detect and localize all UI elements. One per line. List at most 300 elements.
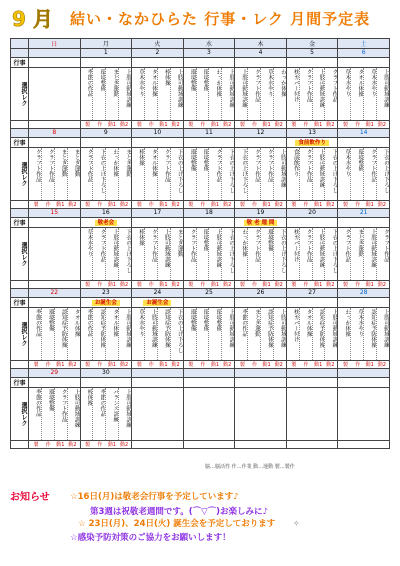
footer-tag: 動2	[274, 202, 283, 208]
select-rec-label: 選択レク	[11, 148, 29, 201]
activity-item: まとぎ運動	[176, 229, 183, 257]
activity-item: クラフト作品	[55, 388, 68, 440]
activity-list	[132, 68, 183, 120]
day-header: 土	[338, 39, 390, 49]
activity-item: 認知症予防体操	[158, 308, 171, 360]
activity-item: クラフト作品	[42, 148, 55, 200]
activity-item: 棒体操	[132, 228, 145, 280]
footer-tag: 製	[188, 282, 194, 288]
activity-item: 上肢可動域訓練	[228, 309, 235, 348]
event-tag: 食前飲作り	[295, 140, 329, 146]
footer-tag: 製	[291, 122, 297, 128]
event-tag: お誕生会	[92, 300, 120, 306]
event-cell	[80, 58, 132, 68]
event-cell	[235, 58, 287, 68]
footer-cell	[132, 201, 184, 209]
date-row-blank	[11, 129, 29, 138]
activity-item: 下衣の上げ下ろし	[279, 229, 286, 273]
activity-item: 下衣の上げ下ろし	[176, 309, 183, 353]
activity-cell	[29, 228, 81, 281]
title-month: 9 月	[12, 7, 53, 31]
activity-list	[235, 68, 286, 120]
activity-list	[184, 308, 235, 360]
date-cell	[338, 369, 390, 378]
activity-cell	[29, 308, 81, 361]
activity-item: わっか体操	[235, 228, 248, 280]
date-cell: 24	[132, 289, 184, 298]
footer-tag: 動2	[119, 122, 129, 128]
date-cell: 12	[235, 129, 287, 138]
event-label: 行事	[11, 58, 29, 68]
activity-cell	[235, 388, 287, 441]
footer-tag: 動2	[68, 442, 77, 448]
activity-item: 草木水やり	[81, 228, 94, 280]
activity-cell	[80, 68, 132, 121]
activity-list	[81, 68, 132, 120]
footer-cell	[132, 361, 184, 369]
footer-tag: 動2	[326, 282, 335, 288]
activity-item: 上肢可動域訓練	[279, 309, 286, 348]
event-cell	[286, 58, 338, 68]
footer-tag: 動2	[171, 122, 180, 128]
footer-tag: 動1	[159, 202, 168, 208]
activity-item: 草木水やり	[132, 308, 145, 360]
activity-item: 上肢可動域訓練	[313, 148, 326, 200]
activity-item: わっか体操	[209, 68, 222, 120]
activity-item: わっか体操	[338, 308, 351, 360]
footer-tag: 動1	[159, 362, 168, 368]
footer-blank	[11, 121, 29, 129]
footer-tag: 動2	[119, 202, 129, 208]
activity-item: 食前飲作り	[287, 148, 300, 200]
day-header: 月	[80, 39, 132, 49]
activity-item: クラフト作品	[248, 228, 261, 280]
activity-list	[184, 228, 235, 280]
footer-cell	[29, 121, 81, 129]
activity-item: 上肢可動域訓練	[125, 389, 132, 428]
activity-cell	[183, 228, 235, 281]
activity-item: 棒体操	[81, 388, 94, 440]
event-cell	[183, 138, 235, 148]
activity-list	[81, 228, 132, 280]
activity-cell	[132, 68, 184, 121]
activity-cell	[29, 388, 81, 441]
event-cell	[286, 218, 338, 228]
activity-item: 草木水やり	[338, 68, 351, 120]
event-cell	[235, 378, 287, 388]
footer-cell	[80, 121, 132, 129]
footer-tag: 製	[342, 282, 348, 288]
footer-blank	[11, 281, 29, 289]
footer-tag: 作	[97, 202, 103, 208]
event-cell	[80, 378, 132, 388]
activity-list	[338, 228, 389, 280]
footer-tag: 作	[45, 362, 51, 368]
activity-item: クラフト作品	[331, 69, 338, 102]
footer-tag: 動1	[107, 122, 116, 128]
day-header: 日	[29, 39, 81, 49]
notice-heading: お知らせ	[10, 492, 50, 503]
activity-list	[29, 148, 80, 200]
footer-cell	[286, 121, 338, 129]
footer-cell	[183, 121, 235, 129]
event-cell	[338, 138, 390, 148]
activity-list	[235, 228, 286, 280]
event-cell	[132, 138, 184, 148]
footer-tag: 動2	[119, 282, 129, 288]
date-cell: 26	[235, 289, 287, 298]
activity-cell	[183, 388, 235, 441]
event-cell	[132, 58, 184, 68]
activity-list	[235, 148, 286, 200]
activity-item: クラフト作品	[209, 148, 222, 200]
date-cell: 18	[183, 209, 235, 218]
date-cell: 27	[286, 289, 338, 298]
activity-item: 認知症予防体操	[313, 308, 326, 360]
activity-item: まとぎ運動	[55, 148, 68, 200]
footer-tag: 動1	[262, 282, 271, 288]
footer-tag: 作	[355, 362, 361, 368]
footer-tag: 動2	[223, 122, 232, 128]
footer-cell	[286, 441, 338, 449]
footer-tag: 製	[188, 202, 194, 208]
footer-tag: 製	[85, 442, 91, 448]
date-row-blank	[11, 369, 29, 378]
day-header: 水	[183, 39, 235, 49]
footer-tag: 製	[342, 122, 348, 128]
footer-tag: 動2	[68, 202, 77, 208]
activity-cell	[235, 228, 287, 281]
activity-cell	[338, 308, 390, 361]
footer-tag: 製	[85, 202, 91, 208]
activity-item: 上肢可動域訓練	[106, 228, 119, 280]
activity-item: 上肢可動域訓練	[158, 228, 171, 280]
activity-cell	[338, 68, 390, 121]
footer-cell	[338, 281, 390, 289]
date-row-blank	[11, 49, 29, 58]
footer-tag: 作	[97, 122, 103, 128]
activity-list	[338, 148, 389, 200]
select-rec-label: 選択レク	[11, 228, 29, 281]
activity-cell	[286, 228, 338, 281]
event-cell	[29, 298, 81, 308]
date-cell: 29	[29, 369, 81, 378]
footer-tag: 動1	[262, 362, 271, 368]
activity-cell	[80, 148, 132, 201]
activity-item: 上肢可動域訓練	[125, 309, 132, 348]
event-cell	[29, 218, 81, 228]
activity-cell	[338, 228, 390, 281]
activity-item: 環境整備	[209, 308, 222, 360]
event-cell	[183, 378, 235, 388]
activity-cell	[29, 68, 81, 121]
activity-item: 下衣の上げ下ろし	[228, 149, 235, 193]
activity-item: クラフト作品	[248, 148, 261, 200]
activity-item: クラフト作品	[261, 148, 274, 200]
activity-cell	[132, 308, 184, 361]
notice-line-2: 第3週は祝敬老週間です。(⌒▽⌒)お楽しみに♪	[90, 507, 268, 517]
footer-tag: 作	[251, 282, 257, 288]
activity-cell	[286, 148, 338, 201]
event-tag: 敬老会	[95, 220, 118, 226]
date-cell: 10	[132, 129, 184, 138]
footer-tag: 動2	[223, 282, 232, 288]
event-cell	[132, 378, 184, 388]
footer-tag: 作	[148, 282, 154, 288]
date-cell: 19	[235, 209, 287, 218]
activity-item: タオル体操	[300, 308, 313, 360]
activity-item: 環境整備	[184, 148, 197, 200]
footer-tag: 動1	[210, 362, 220, 368]
footer-tag: 動2	[274, 282, 283, 288]
activity-cell	[183, 68, 235, 121]
footer-cell	[286, 361, 338, 369]
activity-item: クラフト作品	[145, 228, 158, 280]
footer-cell	[235, 361, 287, 369]
activity-item: 上肢可動域訓練	[176, 69, 183, 108]
footer-cell	[80, 201, 132, 209]
footer-tag: 製	[33, 202, 39, 208]
footer-tag: 動1	[159, 122, 168, 128]
date-cell: 11	[183, 129, 235, 138]
activity-cell	[286, 68, 338, 121]
activity-item: わっか体操	[279, 69, 286, 97]
footer-cell	[80, 361, 132, 369]
activity-list	[184, 148, 235, 200]
activity-cell	[286, 308, 338, 361]
footer-tag: 作	[355, 202, 361, 208]
footer-tag: 製	[136, 282, 142, 288]
footer-tag: 動1	[210, 282, 220, 288]
activity-item: クラフト作品	[158, 148, 171, 200]
event-cell	[235, 298, 287, 308]
activity-item: 環境整備	[197, 68, 210, 120]
footer-tag: 動1	[365, 362, 374, 368]
footer-tag: 製	[188, 362, 194, 368]
activity-list	[338, 308, 389, 360]
footer-cell	[235, 281, 287, 289]
footer-tag: 製	[291, 282, 297, 288]
footer-tag: 動2	[171, 202, 180, 208]
activity-item: 下衣の上げ下ろし	[331, 229, 338, 273]
notice-line-1: ☆16日(月)は敬老会行事を予定しています♪	[70, 492, 239, 502]
footer-tag: 動2	[119, 362, 129, 368]
footer-tag: 作	[355, 122, 361, 128]
footer-tag: 動2	[377, 202, 386, 208]
activity-cell	[132, 388, 184, 441]
footer-tag: 動2	[223, 362, 232, 368]
footer-tag: 作	[148, 122, 154, 128]
activity-list	[132, 228, 183, 280]
date-cell: 28	[338, 289, 390, 298]
activity-item: クラフト作品	[184, 228, 197, 280]
activity-item: 下衣の上げ下ろし	[93, 148, 106, 200]
activity-item: 下衣の上げ下ろし	[235, 148, 248, 200]
footer-tag: 作	[200, 282, 206, 288]
footer-tag: 動2	[377, 282, 386, 288]
activity-item: バランス訓練	[106, 388, 119, 440]
activity-cell	[80, 308, 132, 361]
activity-list	[81, 148, 132, 200]
activity-item: 上肢可動域訓練	[383, 69, 389, 108]
footer-cell	[183, 201, 235, 209]
activity-item: 環境整備	[184, 68, 197, 120]
activity-item: 季節の作品	[235, 308, 248, 360]
date-cell: 21	[338, 209, 390, 218]
select-rec-label: 選択レク	[11, 308, 29, 361]
footer-tag: 動1	[314, 362, 323, 368]
activity-item: 下衣の上げ下ろし	[176, 149, 183, 193]
footer-tag: 動1	[365, 122, 374, 128]
activity-item: クラフト作品	[300, 68, 313, 120]
footer-tag: 動1	[365, 202, 374, 208]
date-cell: 1	[80, 49, 132, 58]
activity-item: 環境整備	[184, 308, 197, 360]
footer-cell	[132, 121, 184, 129]
activity-list	[132, 148, 183, 200]
notice-line-3: ☆ 23日(月)、24日(火) 誕生会を予定しております	[78, 519, 276, 529]
footer-cell	[29, 361, 81, 369]
activity-cell	[80, 228, 132, 281]
activity-item: 上肢可動域訓練	[125, 69, 132, 108]
event-cell	[338, 218, 390, 228]
activity-item: 環境整備	[197, 228, 210, 280]
activity-item: 環境整備	[351, 148, 364, 200]
footer-tag: 作	[200, 122, 206, 128]
activity-item: まとぎ運動	[125, 149, 132, 177]
footer-cell	[183, 441, 235, 449]
activity-item: 上肢可動域訓練	[331, 309, 338, 348]
footer-tag: 製	[239, 122, 245, 128]
activity-item: 季節の作品	[81, 68, 94, 120]
footer-tag: 作	[251, 202, 257, 208]
day-header: 金	[286, 39, 338, 49]
activity-item: 草木水やり	[351, 308, 364, 360]
event-cell	[183, 58, 235, 68]
activity-cell	[338, 148, 390, 201]
event-cell	[80, 218, 132, 228]
activity-item: 上肢可動域訓練	[209, 228, 222, 280]
activity-item: 草木水やり	[338, 148, 351, 200]
footer-cell	[80, 441, 132, 449]
footer-tag: 作	[148, 202, 154, 208]
footer-tag: 製	[33, 442, 39, 448]
footer-tag: 製	[136, 202, 142, 208]
footer-tag: 動2	[274, 362, 283, 368]
activity-list	[287, 228, 338, 280]
date-cell	[29, 49, 81, 58]
activity-item: クラフト作品	[383, 229, 389, 262]
activity-cell	[235, 68, 287, 121]
footer-tag: 製	[291, 202, 297, 208]
date-cell: 15	[29, 209, 81, 218]
date-cell: 3	[183, 49, 235, 58]
footer-tag: 製	[85, 122, 91, 128]
footer-cell	[338, 441, 390, 449]
activity-item: 上肢可動域訓練	[313, 68, 326, 120]
footer-tag: 製	[342, 362, 348, 368]
activity-item: わっか体操	[106, 148, 119, 200]
footer-tag: 動1	[107, 202, 116, 208]
footer-tag: 作	[303, 122, 309, 128]
footer-tag: 製	[136, 362, 142, 368]
footer-tag: 動1	[262, 122, 271, 128]
activity-item: 環境整備	[42, 388, 55, 440]
activity-item: 上肢可動域訓練	[235, 68, 248, 120]
footer-cell	[235, 121, 287, 129]
footer-tag: 製	[342, 202, 348, 208]
activity-item: タオル体操	[145, 148, 158, 200]
date-cell: 22	[29, 289, 81, 298]
footer-tag: 動2	[326, 122, 335, 128]
footer-cell	[286, 281, 338, 289]
date-row-blank	[11, 289, 29, 298]
footer-tag: 作	[148, 362, 154, 368]
date-cell: 9	[80, 129, 132, 138]
event-cell	[183, 218, 235, 228]
footer-tag: 動1	[56, 362, 65, 368]
footer-tag: 動2	[377, 362, 386, 368]
activity-item: まとぎ運動	[73, 149, 80, 177]
activity-item: 季節の作品	[93, 388, 106, 440]
footer-tag: 動2	[274, 122, 283, 128]
footer-tag: 動1	[107, 442, 116, 448]
footer-tag: 作	[303, 282, 309, 288]
footer-tag: 作	[200, 362, 206, 368]
activity-item: 環境整備	[261, 228, 274, 280]
activity-cell	[183, 308, 235, 361]
event-cell	[132, 298, 184, 308]
date-cell: 2	[132, 49, 184, 58]
footer-cell	[132, 441, 184, 449]
activity-item: 上肢可動域訓練	[313, 228, 326, 280]
footer-blank	[11, 441, 29, 449]
activity-item: 上肢可動域訓練	[364, 228, 377, 280]
activity-cell	[235, 308, 287, 361]
corner-cell	[11, 39, 29, 49]
footer-tag: 動1	[262, 202, 271, 208]
activity-item: 環境整備	[197, 148, 210, 200]
footer-tag: 作	[251, 122, 257, 128]
footer-tag: 製	[239, 362, 245, 368]
footer-tag: 作	[97, 282, 103, 288]
event-tag: お誕生会	[143, 300, 171, 306]
notice-line-4: ☆感染予防対策のご協力をお願いします！	[70, 533, 231, 543]
footer-cell	[235, 201, 287, 209]
cake-icon: ✧	[293, 519, 300, 528]
footer-tag: 作	[45, 442, 51, 448]
activity-list	[29, 308, 80, 360]
footer-cell	[183, 281, 235, 289]
calendar-table	[10, 38, 390, 449]
footer-tag: 動1	[314, 282, 323, 288]
activity-item: 季節の作品	[29, 308, 42, 360]
activity-list	[81, 308, 132, 360]
event-cell	[183, 298, 235, 308]
activity-item: クラフト作品	[364, 148, 377, 200]
footer-cell	[29, 201, 81, 209]
activity-item: 上肢可動域訓練	[145, 308, 158, 360]
event-cell	[132, 218, 184, 228]
event-cell	[235, 138, 287, 148]
footer-tag: 動1	[56, 202, 65, 208]
activity-item: 季節の作品	[29, 388, 42, 440]
event-cell	[286, 378, 338, 388]
activity-item: 下衣の上げ下ろし	[331, 149, 338, 193]
footer-tag: 製	[188, 122, 194, 128]
activity-list	[81, 388, 132, 440]
footer-tag: 製	[85, 282, 91, 288]
